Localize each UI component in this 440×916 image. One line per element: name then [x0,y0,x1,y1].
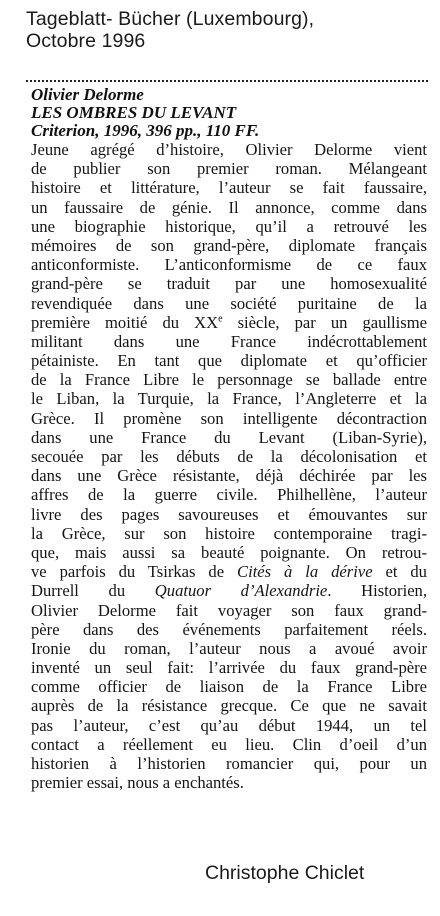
review-line: Ironie du roman, l’auteur nous a avoué avoir [31,638,427,658]
review-line: pas l’auteur, c’est qu’au début 1944, un tel [31,715,427,735]
review-body [31,140,427,792]
review-line: affres de la guerre civile. Philhellène, l’auteur [31,485,427,505]
review-line: une biographie historique, qu’il a retrouvé les [31,216,427,236]
review-line: livre des pages savoureuses et émouvantes sur [31,504,427,524]
dotted-divider [26,80,428,82]
review-line: ve parfois du Tsirkas de Cités à la dérive et du [31,562,427,582]
review-line: grand-père se traduit par une homosexualité [31,274,427,294]
review-line: contact a réellement eu lieu. Clin d’oeil d’un [31,734,427,754]
book-details [31,86,259,140]
review-line: militant dans une France indécrottablement [31,331,427,351]
review-line: mémoires de son grand-père, diplomate français [31,235,427,255]
review-line: Grèce. Il promène son intelligente décontraction [31,408,427,428]
source-line-1: Tageblatt- Bücher (Luxembourg), [26,8,315,30]
source-header [26,8,314,52]
review-line: dans une France du Levant (Liban-Syrie), [31,427,427,447]
review-line: père dans des événements parfaitement réels. [31,619,427,639]
book-publication: Criterion, 1996, 396 pp., 110 FF. [31,121,260,140]
review-line: la Grèce, sur son histoire contemporaine tragi- [31,523,427,543]
review-line: premier essai, nous a enchantés. [31,773,244,793]
book-title: LES OMBRES DU LEVANT [31,103,237,122]
review-line: Jeune agrégé d’histoire, Olivier Delorme vient [31,140,427,159]
review-line: Durrell du Quatuor d’Alexandrie. Historien, [31,581,428,601]
reviewer-signature: Christophe Chiclet [205,862,365,884]
source-line-2: Octobre 1996 [26,30,146,52]
review-line: dans une Grèce résistante, déjà déchirée par les [31,466,427,486]
review-line: pétainiste. En tant que diplomate et qu’officier [31,351,427,371]
review-line: un faussaire de génie. Il annonce, comme dans [31,197,427,217]
review-line: première moitié du XXe siècle, par un gaullisme [31,312,427,332]
review-line: de la France Libre le personnage se ballade entre [31,370,427,390]
review-line: revendiquée dans une société puritaine de la [31,293,427,313]
review-line: anticonformiste. L’anticonformisme de ce faux [31,255,427,275]
review-line: Olivier Delorme fait voyager son faux grand- [31,600,427,620]
review-line: que, mais aussi sa beauté poignante. On retrou- [31,542,427,562]
review-line: historien à l’historien romancier qui, pour un [31,754,427,773]
review-line: comme officier de liaison de la France Libre [31,677,427,697]
review-line: histoire et littérature, l’auteur se fait faussaire, [31,178,427,198]
review-line: auprès de la résistance grecque. Ce que ne savait [31,696,427,716]
review-line: inventé un seul fait: l’arrivée du faux grand-père [31,658,427,678]
book-author: Olivier Delorme [31,85,144,104]
review-line: le Liban, la Turquie, la France, l’Angleterre et la [31,389,427,409]
review-line: secouée par les débuts de la décolonisation et [31,447,427,466]
review-line: de publier son premier roman. Mélangeant [31,159,427,179]
